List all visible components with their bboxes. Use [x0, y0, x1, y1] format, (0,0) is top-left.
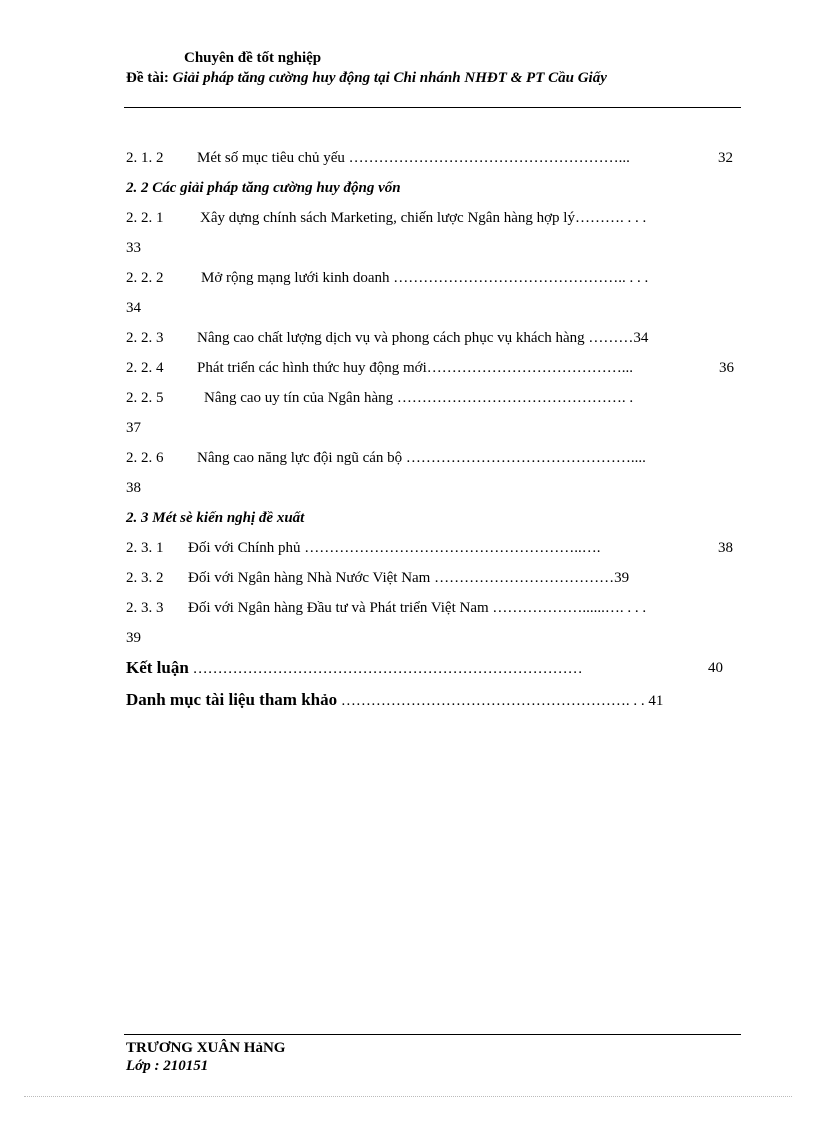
toc-conclusion: Kết luận ……………………………………………………………………	[126, 658, 583, 677]
toc-entry: 2. 3. 1 Đối với Chính phủ ………………………………………………..….	[126, 540, 601, 556]
toc-section-heading: 2. 3 Mét sè kiến nghị đề xuất	[126, 510, 305, 526]
toc-section-heading: 2. 2 Các giải pháp tăng cường huy động vốn	[126, 180, 401, 196]
toc-page: 38	[718, 540, 733, 556]
toc-page: 32	[718, 150, 733, 166]
page-bottom-border	[24, 1096, 792, 1097]
header-title: Giải pháp tăng cường huy động tại Chi nhánh NHĐT & PT Cầu Giấy	[168, 70, 607, 86]
header-rule	[124, 107, 741, 108]
header-title-line	[126, 70, 607, 87]
toc-entry: 2. 2. 4 Phát triển các hình thức huy động mới…………………………………...	[126, 360, 634, 376]
header-subject: Chuyên đề tốt nghiệp	[184, 50, 322, 66]
footer-author: TRƯƠNG XUÂN HảNG	[126, 1040, 286, 1056]
toc-entry: 2. 2. 1 Xây dựng chính sách Marketing, chiến lược Ngân hàng hợp lý………. . . .	[126, 210, 647, 226]
toc-page: 39	[126, 630, 141, 646]
toc-page: 40	[708, 660, 723, 676]
toc-page: 36	[719, 360, 734, 376]
toc-page: 37	[126, 420, 141, 436]
toc-entry: 2. 3. 3 Đối với Ngân hàng Đầu tư và Phát triển Việt Nam ………………......…. . . .	[126, 600, 647, 616]
footer-rule	[124, 1034, 741, 1035]
toc-entry: 2. 2. 6 Nâng cao năng lực đội ngũ cán bộ ………………………………………....	[126, 450, 646, 466]
toc-page: 34	[126, 300, 141, 316]
toc-entry: 2. 2. 3 Nâng cao chất lượng dịch vụ và phong cách phục vụ khách hàng ………34	[126, 330, 649, 346]
footer-class: Lớp : 210151	[126, 1058, 209, 1074]
toc-entry: 2. 3. 2 Đối với Ngân hàng Nhà Nước Việt Nam ………………………………39	[126, 570, 630, 586]
toc-page: 38	[126, 480, 141, 496]
toc-entry: 2. 2. 2 Mở rộng mạng lưới kinh doanh ……………………………………….. . . .	[126, 270, 649, 286]
toc-page: 33	[126, 240, 141, 256]
toc-entry: 2. 2. 5 Nâng cao uy tín của Ngân hàng ………………………………………. .	[126, 390, 634, 406]
header-label: Đề tài:	[126, 70, 169, 86]
toc-references: Danh mục tài liệu tham khảo …………………………………………………. . . 41	[126, 690, 664, 709]
toc-entry: 2. 1. 2 Mét số mục tiêu chủ yếu ………………………………………………...	[126, 150, 630, 166]
